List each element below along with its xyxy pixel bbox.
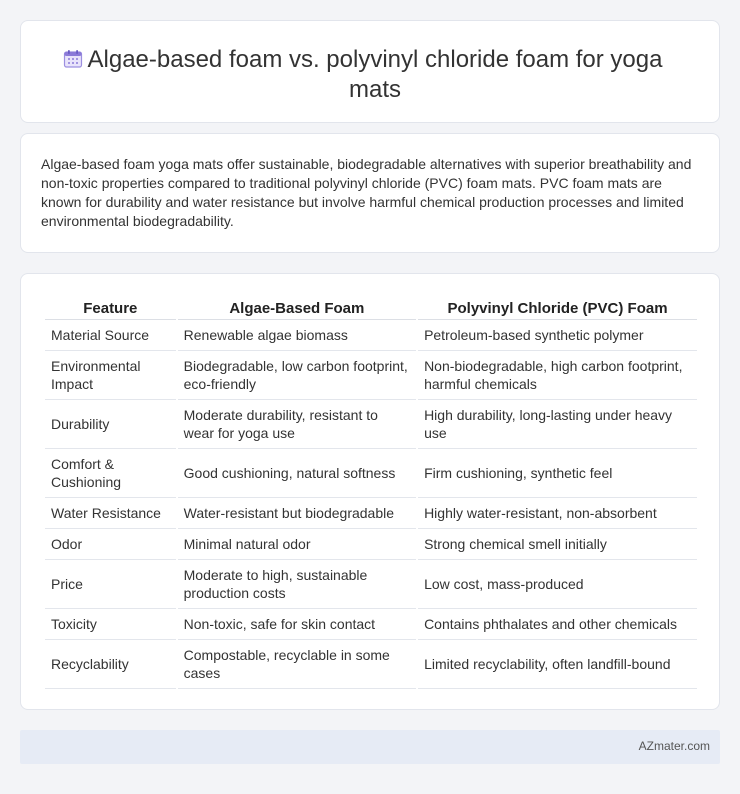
feature-cell: Recyclability — [45, 640, 176, 689]
column-header-feature: Feature — [45, 294, 176, 320]
algae-cell: Biodegradable, low carbon footprint, eco-friendly — [178, 351, 416, 400]
feature-cell: Material Source — [45, 320, 176, 351]
algae-cell: Renewable algae biomass — [178, 320, 416, 351]
pvc-cell: Limited recyclability, often landfill-bound — [418, 640, 697, 689]
pvc-cell: Highly water-resistant, non-absorbent — [418, 498, 697, 529]
feature-cell: Water Resistance — [45, 498, 176, 529]
feature-cell: Odor — [45, 529, 176, 560]
column-header-algae: Algae-Based Foam — [178, 294, 416, 320]
feature-cell: Environmental Impact — [45, 351, 176, 400]
table-row — [45, 609, 697, 640]
page-title: Algae-based foam vs. polyvinyl chloride foam for yoga mats — [87, 46, 663, 103]
table-row — [45, 400, 697, 449]
feature-cell: Price — [45, 560, 176, 609]
intro-paragraph: Algae-based foam yoga mats offer sustainable, biodegradable alternatives with superior breathability and non-toxic properties compared to traditional polyvinyl chloride (PVC) foam mats. PVC foam mats are known for durability and water resistance but involve harmful chemical production processes and limited environmental biodegradability. — [41, 156, 692, 229]
algae-cell: Non-toxic, safe for skin contact — [178, 609, 416, 640]
pvc-cell: Non-biodegradable, high carbon footprint, harmful chemicals — [418, 351, 697, 400]
title-card — [20, 20, 720, 123]
algae-cell: Minimal natural odor — [178, 529, 416, 560]
feature-cell: Comfort & Cushioning — [45, 449, 176, 498]
comparison-table — [43, 294, 699, 689]
pvc-cell: High durability, long-lasting under heavy use — [418, 400, 697, 449]
footer-site-link[interactable]: AZmater.com — [638, 739, 710, 753]
comparison-card — [20, 273, 720, 710]
pvc-cell: Strong chemical smell initially — [418, 529, 697, 560]
algae-cell: Compostable, recyclable in some cases — [178, 640, 416, 689]
footer-bar — [20, 730, 720, 764]
column-header-pvc: Polyvinyl Chloride (PVC) Foam — [418, 294, 697, 320]
algae-cell: Good cushioning, natural softness — [178, 449, 416, 498]
pvc-cell: Firm cushioning, synthetic feel — [418, 449, 697, 498]
table-row — [45, 498, 697, 529]
table-row — [45, 449, 697, 498]
algae-cell: Water-resistant but biodegradable — [178, 498, 416, 529]
pvc-cell: Petroleum-based synthetic polymer — [418, 320, 697, 351]
algae-cell: Moderate durability, resistant to wear for yoga use — [178, 400, 416, 449]
pvc-cell: Low cost, mass-produced — [418, 560, 697, 609]
feature-cell: Toxicity — [45, 609, 176, 640]
table-row — [45, 640, 697, 689]
intro-card — [20, 133, 720, 253]
table-row — [45, 351, 697, 400]
pvc-cell: Contains phthalates and other chemicals — [418, 609, 697, 640]
table-row — [45, 529, 697, 560]
table-row — [45, 320, 697, 351]
algae-cell: Moderate to high, sustainable production costs — [178, 560, 416, 609]
feature-cell: Durability — [45, 400, 176, 449]
table-header-row — [45, 294, 697, 320]
table-row — [45, 560, 697, 609]
